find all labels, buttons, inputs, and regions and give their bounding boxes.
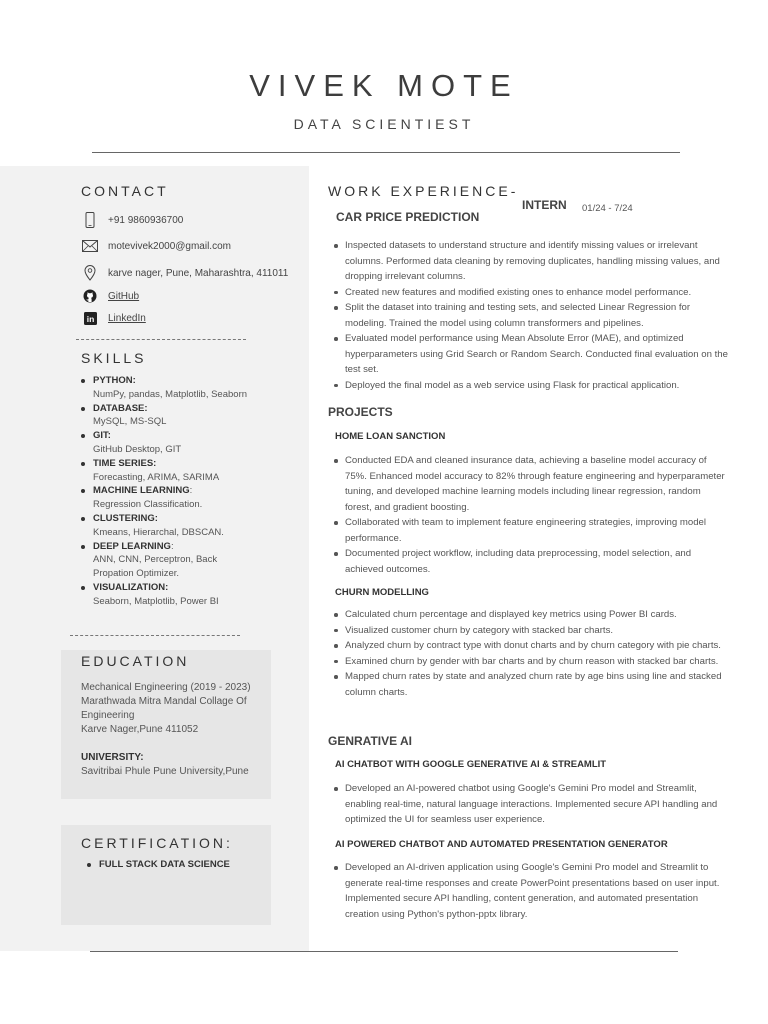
linkedin-link[interactable]: LinkedIn	[108, 312, 146, 324]
list-item: Evaluated model performance using Mean Absolute Error (MAE), and optimized hyperparameters using Grid Search or Random Search. Conducted final evaluation on the test set.	[333, 331, 729, 378]
skill-value: MySQL, MS-SQL	[93, 416, 167, 428]
education-details	[81, 681, 266, 737]
skill-value: NumPy, pandas, Matplotlib, Seaborn	[93, 388, 248, 400]
skills-list	[80, 374, 300, 609]
email-text[interactable]: motevivek2000@gmail.com	[108, 240, 231, 252]
certification-name: FULL STACK DATA SCIENCE	[99, 859, 230, 870]
list-item: Developed an AI-driven application using Google's Gemini Pro model and Streamlit to generate real-time responses and create PowerPoint presentations based on user input. Implemented secure API handling, content generation, and automated presentation creation using Python's python-pptx library.	[333, 860, 729, 922]
skills-heading: SKILLS	[81, 350, 147, 366]
university-block	[81, 751, 266, 779]
skill-item	[80, 581, 300, 609]
skill-item	[80, 540, 300, 581]
resume-name: VIVEK MOTE	[249, 68, 519, 103]
work-bullets	[333, 238, 729, 393]
list-item: Inspected datasets to understand structure and identify missing values or irrelevant columns. Performed data cleaning by removing duplicates, handling missing values, and dropping irrelevant columns.	[333, 238, 729, 285]
skill-value: Regression Classification.	[93, 499, 203, 511]
certification-item	[86, 858, 306, 872]
list-item: Conducted EDA and cleaned insurance data, achieving a baseline model accuracy of 75%. Enhanced model accuracy to 82% through feature engineering and hyperparameter tuning, and developed machine learning models including linear regression, random forest, and gradient boosting.	[333, 453, 729, 515]
phone-icon	[80, 212, 100, 228]
list-item: Created new features and modified existing ones to enhance model performance.	[333, 285, 729, 301]
list-item: Deployed the final model as a web service using Flask for practical application.	[333, 378, 729, 394]
github-icon	[80, 288, 100, 304]
education-college: Marathwada Mitra Mandal Collage Of Engineering	[81, 696, 247, 721]
work-role: INTERN	[522, 198, 567, 212]
header-divider	[92, 152, 680, 153]
skill-name: DEEP LEARNING	[93, 540, 171, 552]
skill-value: GitHub Desktop, GIT	[93, 443, 182, 455]
skill-name: CLUSTERING:	[93, 512, 158, 524]
churn-bullets	[333, 607, 729, 700]
projects-heading: PROJECTS	[328, 405, 393, 419]
certification-heading: CERTIFICATION:	[81, 835, 233, 851]
work-dates: 01/24 - 7/24	[582, 203, 633, 214]
skill-name: DATABASE:	[93, 402, 148, 414]
skill-item	[80, 457, 300, 485]
home-loan-bullets	[333, 453, 729, 577]
contact-linkedin[interactable]	[80, 309, 146, 327]
list-item: Examined churn by gender with bar charts and by churn reason with stacked bar charts.	[333, 654, 729, 670]
skill-item	[80, 484, 300, 512]
churn-title: CHURN MODELLING	[335, 587, 429, 598]
skill-item	[80, 429, 300, 457]
chatbot-bullets	[333, 781, 729, 828]
linkedin-icon	[80, 310, 100, 326]
skill-name: GIT:	[93, 430, 111, 442]
contact-divider	[76, 339, 246, 340]
university-name: Savitribai Phule Pune University,Pune	[81, 766, 249, 777]
education-degree: Mechanical Engineering (2019 - 2023)	[81, 682, 251, 693]
list-item: Split the dataset into training and testing sets, and selected Linear Regression for modeling. Trained the model using column transformers and pipelines.	[333, 300, 729, 331]
genai-heading: GENRATIVE AI	[328, 734, 413, 748]
skill-value: Forecasting, ARIMA, SARIMA	[93, 471, 220, 483]
contact-github[interactable]	[80, 287, 139, 305]
skill-value: Seaborn, Matplotlib, Power BI	[93, 595, 219, 607]
skill-item	[80, 374, 300, 402]
education-heading: EDUCATION	[81, 653, 190, 669]
ppt-title: AI POWERED CHATBOT AND AUTOMATED PRESENTATION GENERATOR	[335, 839, 668, 850]
skill-name: MACHINE LEARNING	[93, 485, 190, 497]
skill-item	[80, 512, 300, 540]
phone-text: +91 9860936700	[108, 214, 184, 226]
skill-suffix: :	[170, 540, 174, 552]
resume-title: DATA SCIENTIEST	[293, 116, 475, 132]
mail-icon	[80, 238, 100, 254]
skill-value: ANN, CNN, Perceptron, Back Propation Optimizer.	[93, 554, 218, 580]
location-icon	[80, 265, 100, 281]
skill-name: VISUALIZATION:	[93, 581, 169, 593]
skill-suffix: :	[189, 485, 193, 497]
contact-heading: CONTACT	[81, 183, 169, 199]
skill-name: PYTHON:	[93, 375, 136, 386]
university-label: UNIVERSITY:	[81, 752, 144, 763]
certification-list	[86, 858, 306, 872]
list-item: Analyzed churn by contract type with donut charts and by churn category with pie charts.	[333, 638, 729, 654]
work-heading: WORK EXPERIENCE-	[328, 183, 519, 199]
skills-divider	[70, 635, 240, 636]
address-text: karve nager, Pune, Maharashtra, 411011	[108, 267, 289, 279]
list-item: Collaborated with team to implement feature engineering strategies, improving model performance.	[333, 515, 729, 546]
github-link[interactable]: GitHub	[108, 290, 140, 302]
education-location: Karve Nager,Pune 411052	[81, 724, 199, 735]
list-item: Developed an AI-powered chatbot using Google's Gemini Pro model and Streamlit, enabling real-time, natural language interactions. Implemented secure API handling and optimized the UI for seamless user experience.	[333, 781, 729, 828]
contact-address	[80, 264, 288, 282]
ppt-bullets	[333, 860, 729, 922]
list-item: Mapped churn rates by state and analyzed churn rate by age bins using line and stacked column charts.	[333, 669, 729, 700]
list-item: Documented project workflow, including data preprocessing, model selection, and achieved outcomes.	[333, 546, 729, 577]
chatbot-title: AI CHATBOT WITH GOOGLE GENERATIVE AI & STREAMLIT	[335, 759, 607, 770]
contact-email[interactable]	[80, 237, 231, 255]
list-item: Visualized customer churn by category with stacked bar charts.	[333, 623, 729, 639]
list-item: Calculated churn percentage and displayed key metrics using Power BI cards.	[333, 607, 729, 623]
skill-value: Kmeans, Hierarchal, DBSCAN.	[93, 526, 224, 538]
skill-item	[80, 402, 300, 430]
work-project: CAR PRICE PREDICTION	[336, 210, 480, 224]
footer-divider	[90, 951, 678, 952]
contact-phone	[80, 211, 183, 229]
skill-name: TIME SERIES:	[93, 457, 157, 469]
home-loan-title: HOME LOAN SANCTION	[335, 431, 446, 442]
svg-text:in: in	[86, 313, 94, 324]
